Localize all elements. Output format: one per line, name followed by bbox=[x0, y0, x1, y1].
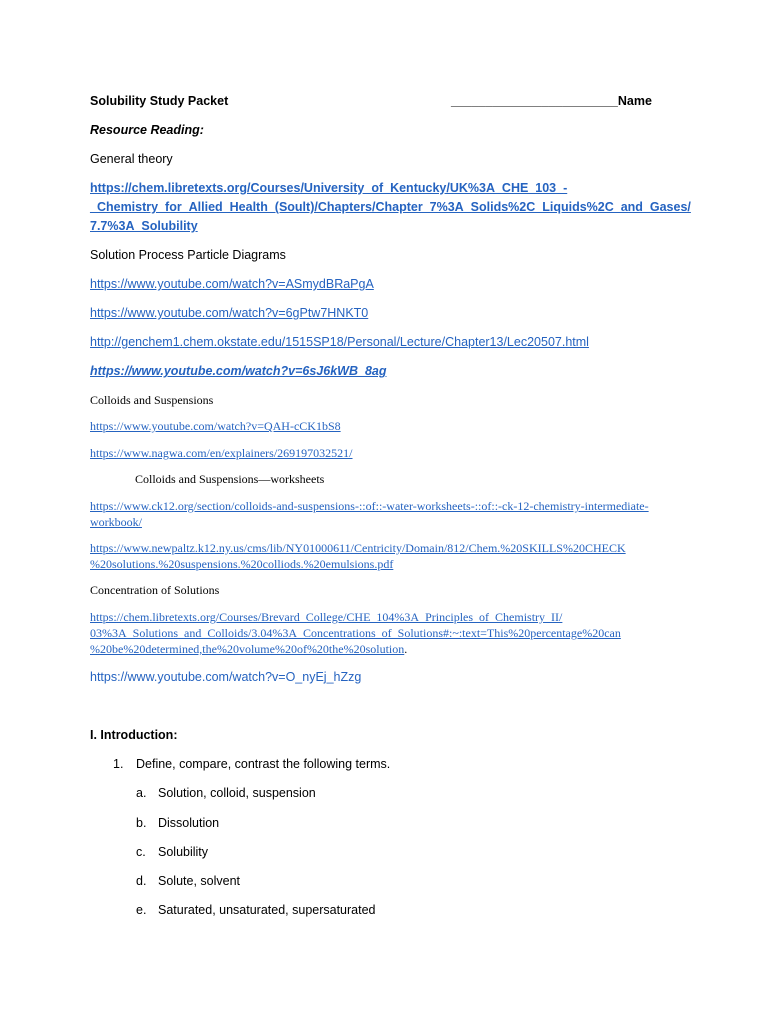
youtube-link-qah[interactable]: https://www.youtube.com/watch?v=QAH-cCK1bS8 bbox=[90, 419, 341, 433]
list-item-number: 1. bbox=[113, 757, 124, 771]
subitem-letter-d: d. bbox=[136, 874, 147, 888]
ck12-link[interactable] bbox=[90, 498, 649, 530]
general-theory-link-line-2[interactable]: _Chemistry_for_Allied_Health_(Soult)/Chapters/Chapter_7%3A_Solids%2C_Liquids%2C_and_Gases/ bbox=[90, 200, 691, 214]
subitem-letter-e: e. bbox=[136, 903, 147, 917]
newpaltz-link-line-1[interactable]: https://www.newpaltz.k12.ny.us/cms/lib/NY01000611/Centricity/Domain/812/Chem.%20SKILLS%20CHECK bbox=[90, 541, 626, 555]
ck12-link-line-1[interactable]: https://www.ck12.org/section/colloids-and-suspensions-::of::-water-worksheets-::of::-ck-12-chemistry-intermediate- bbox=[90, 499, 649, 513]
nagwa-link[interactable]: https://www.nagwa.com/en/explainers/269197032521/ bbox=[90, 446, 353, 460]
list-item-text: Define, compare, contrast the following terms. bbox=[136, 757, 391, 771]
youtube-link-onyej[interactable]: https://www.youtube.com/watch?v=O_nyEj_hZzg bbox=[90, 670, 362, 684]
name-blank-line: ________________________ bbox=[451, 94, 618, 108]
general-theory-link-line-1[interactable]: https://chem.libretexts.org/Courses/University_of_Kentucky/UK%3A_CHE_103_- bbox=[90, 181, 568, 195]
subitem-letter-a: a. bbox=[136, 786, 147, 800]
concentration-link-line-1[interactable]: https://chem.libretexts.org/Courses/Brevard_College/CHE_104%3A_Principles_of_Chemistry_II/ bbox=[90, 610, 563, 624]
subitem-letter-b: b. bbox=[136, 816, 147, 830]
document-title: Solubility Study Packet bbox=[90, 94, 229, 108]
youtube-link-6gptw[interactable]: https://www.youtube.com/watch?v=6gPtw7HNKT0 bbox=[90, 306, 369, 320]
subitem-text-d: Solute, solvent bbox=[158, 874, 240, 888]
concentration-link-line-2[interactable]: 03%3A_Solutions_and_Colloids/3.04%3A_Concentrations_of_Solutions#:~:text=This%20percentage%20can bbox=[90, 626, 621, 640]
introduction-heading: I. Introduction: bbox=[90, 728, 178, 742]
subitem-text-e: Saturated, unsaturated, supersaturated bbox=[158, 903, 376, 917]
general-theory-link-line-3[interactable]: 7.7%3A_Solubility bbox=[90, 219, 198, 233]
name-field bbox=[451, 92, 652, 111]
subitem-letter-c: c. bbox=[136, 845, 146, 859]
concentration-label: Concentration of Solutions bbox=[90, 583, 220, 597]
ck12-link-line-2[interactable]: workbook/ bbox=[90, 515, 142, 529]
subitem-text-a: Solution, colloid, suspension bbox=[158, 786, 316, 800]
concentration-link-line-3-wrap bbox=[90, 641, 621, 657]
name-label: Name bbox=[617, 94, 652, 108]
resource-reading-label: Resource Reading bbox=[90, 123, 200, 137]
youtube-link-asmyd[interactable]: https://www.youtube.com/watch?v=ASmydBRaPgA bbox=[90, 277, 374, 291]
newpaltz-link[interactable] bbox=[90, 540, 626, 572]
resource-reading-heading bbox=[90, 121, 204, 140]
concentration-link-line-3[interactable]: %20be%20determined,the%20volume%20of%20the%20solution bbox=[90, 642, 405, 656]
concentration-link[interactable] bbox=[90, 609, 621, 657]
colloids-worksheets-label: Colloids and Suspensions—worksheets bbox=[135, 472, 325, 486]
resource-reading-colon: : bbox=[199, 123, 204, 137]
subitem-text-c: Solubility bbox=[158, 845, 209, 859]
newpaltz-link-line-2[interactable]: %20solutions.%20suspensions.%20colliods.%20emulsions.pdf bbox=[90, 557, 394, 571]
trailing-period: . bbox=[404, 642, 408, 656]
colloids-label: Colloids and Suspensions bbox=[90, 393, 214, 407]
general-theory-label: General theory bbox=[90, 152, 173, 166]
subitem-text-b: Dissolution bbox=[158, 816, 220, 830]
general-theory-link[interactable] bbox=[90, 179, 691, 236]
youtube-link-6sj6k[interactable]: https://www.youtube.com/watch?v=6sJ6kWB_8ag bbox=[90, 364, 387, 378]
genchem-link[interactable]: http://genchem1.chem.okstate.edu/1515SP18/Personal/Lecture/Chapter13/Lec20507.html bbox=[90, 335, 589, 349]
particle-diagrams-label: Solution Process Particle Diagrams bbox=[90, 248, 286, 262]
